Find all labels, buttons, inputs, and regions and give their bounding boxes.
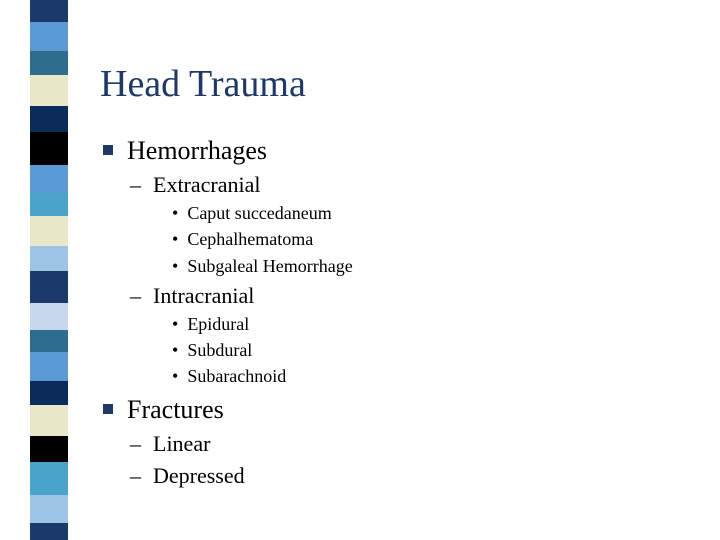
mosaic-tile	[30, 51, 68, 75]
list-item-label: Caput succedaneum	[187, 203, 332, 223]
decorative-mosaic-stripe	[30, 0, 68, 540]
list-item	[172, 203, 332, 224]
dash-glyph: –	[130, 172, 141, 197]
dash-glyph: –	[130, 283, 141, 308]
mosaic-tile	[30, 216, 68, 246]
square-bullet-icon	[103, 404, 113, 414]
sub-bullet-depressed	[130, 463, 245, 489]
sub-bullet-label: Extracranial	[153, 172, 261, 197]
mosaic-tile	[30, 462, 68, 495]
mosaic-tile	[30, 165, 68, 193]
square-bullet-icon	[103, 145, 113, 155]
dot-glyph: •	[172, 229, 179, 249]
mosaic-tile	[30, 75, 68, 106]
slide-title: Head Trauma	[100, 63, 306, 105]
dot-glyph: •	[172, 203, 179, 223]
mosaic-tile	[30, 436, 68, 462]
mosaic-tile	[30, 405, 68, 436]
dot-glyph: •	[172, 366, 179, 386]
list-item	[172, 340, 252, 361]
mosaic-tile	[30, 193, 68, 216]
mosaic-tile	[30, 0, 68, 22]
mosaic-tile	[30, 523, 68, 540]
sub-bullet-linear	[130, 431, 210, 457]
sub-bullet-intracranial	[130, 283, 254, 309]
mosaic-tile	[30, 106, 68, 132]
mosaic-tile	[30, 495, 68, 523]
dot-glyph: •	[172, 340, 179, 360]
dot-glyph: •	[172, 314, 179, 334]
sub-bullet-label: Depressed	[153, 463, 245, 488]
mosaic-tile	[30, 303, 68, 330]
dash-glyph: –	[130, 431, 141, 456]
mosaic-tile	[30, 246, 68, 271]
list-item	[172, 314, 249, 335]
list-item-label: Subgaleal Hemorrhage	[187, 256, 353, 276]
list-item-label: Subarachnoid	[187, 366, 287, 386]
mosaic-tile	[30, 352, 68, 381]
mosaic-tile	[30, 381, 68, 405]
list-item	[172, 256, 353, 277]
list-item-label: Subdural	[187, 340, 253, 360]
mosaic-tile	[30, 330, 68, 352]
bullet-hemorrhages	[103, 136, 267, 166]
mosaic-tile	[30, 271, 68, 303]
list-item-label: Epidural	[187, 314, 250, 334]
list-item-label: Cephalhematoma	[187, 229, 314, 249]
list-item	[172, 366, 286, 387]
bullet-label: Hemorrhages	[127, 136, 268, 165]
mosaic-tile	[30, 132, 68, 165]
list-item	[172, 229, 313, 250]
dot-glyph: •	[172, 256, 179, 276]
mosaic-tile	[30, 22, 68, 51]
sub-bullet-extracranial	[130, 172, 261, 198]
sub-bullet-label: Linear	[153, 431, 211, 456]
bullet-fractures	[103, 395, 224, 425]
sub-bullet-label: Intracranial	[153, 283, 255, 308]
dash-glyph: –	[130, 463, 141, 488]
bullet-label: Fractures	[127, 395, 224, 424]
